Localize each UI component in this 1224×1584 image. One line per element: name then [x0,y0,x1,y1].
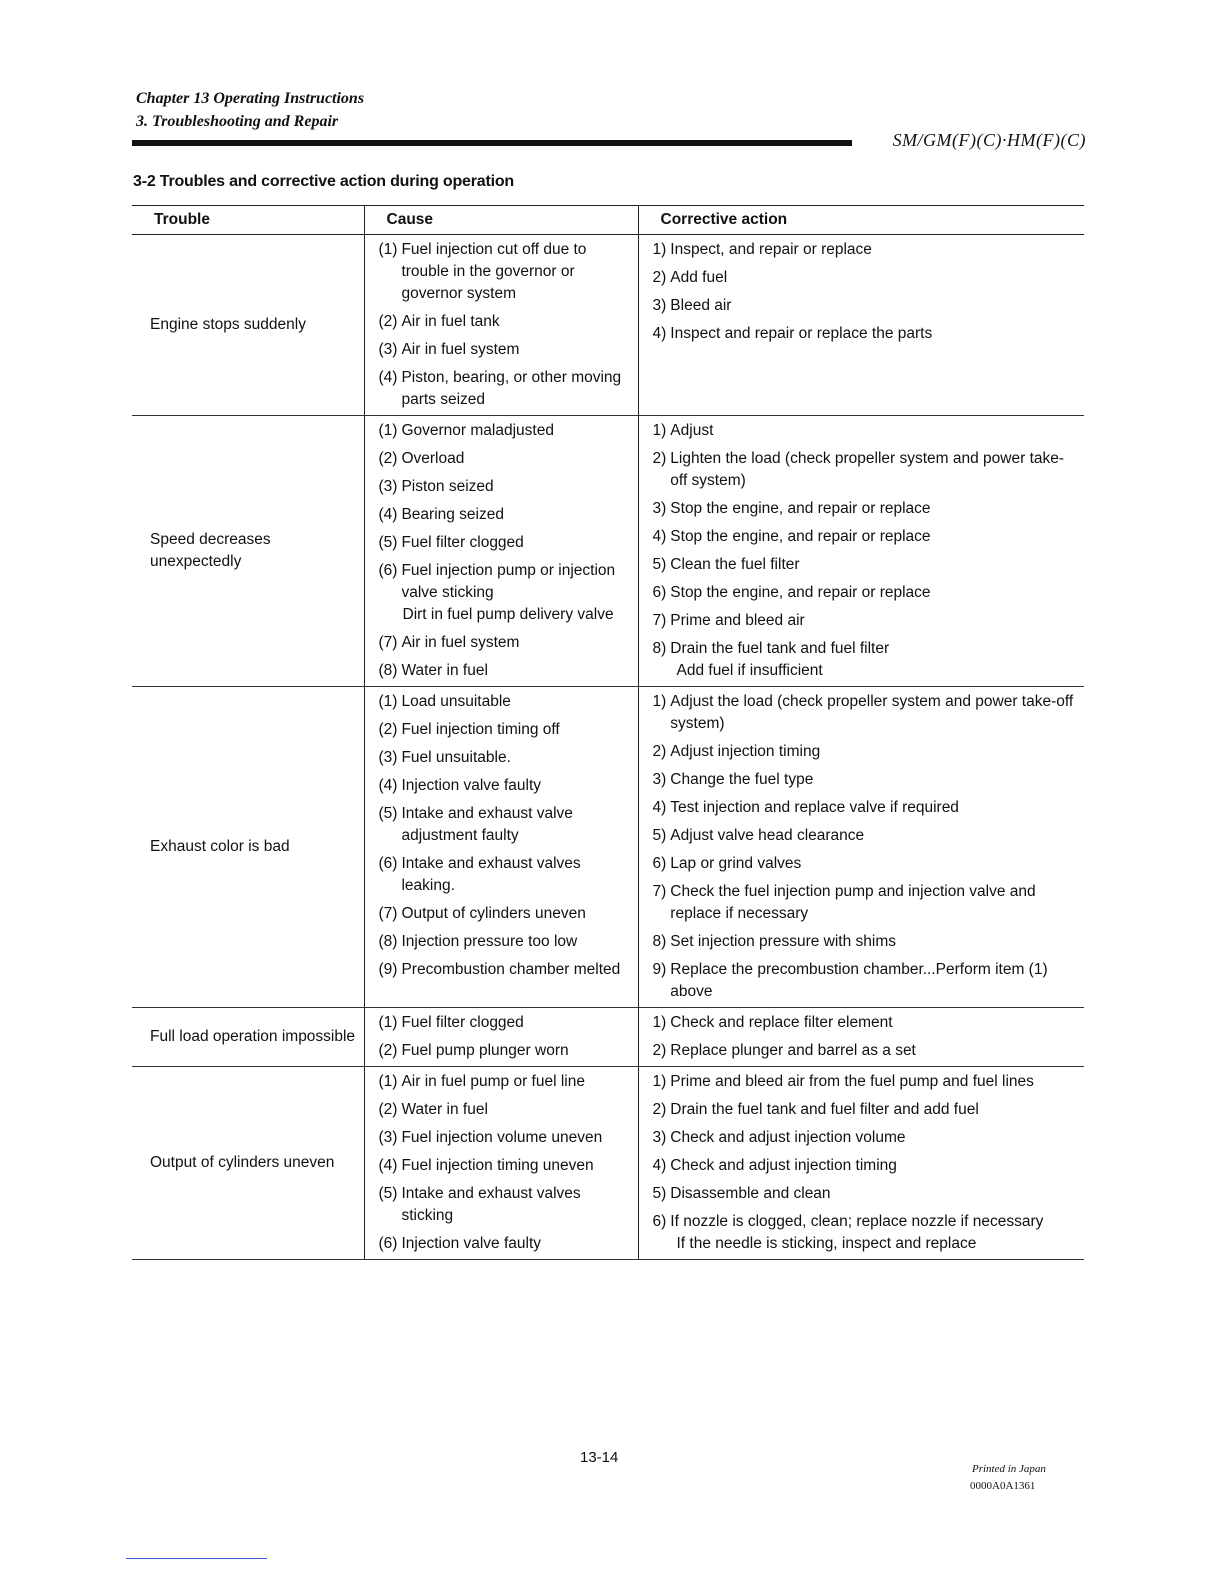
cause-item-number: (3) [378,478,398,495]
action-item [653,1127,1079,1149]
cause-item-number: (2) [378,1101,398,1118]
action-item [653,825,1079,847]
cause-item-text: Air in fuel tank [401,313,500,330]
cause-item-number: (5) [378,534,398,551]
cause-item [379,1099,632,1121]
section-heading: 3-2 Troubles and corrective action during operation [133,173,514,190]
action-item [653,239,1079,261]
action-item [653,741,1079,763]
cause-item [379,719,632,741]
action-item-text: Test injection and replace valve if required [670,799,959,816]
action-cell [638,1067,1084,1260]
action-item-text: Stop the engine, and repair or replace [670,528,931,545]
action-item-number: 2) [652,1101,667,1118]
action-item-number: 2) [652,450,667,467]
action-cell [638,1008,1084,1067]
cause-item-text: Air in fuel pump or fuel line [401,1073,585,1090]
action-item [653,1155,1079,1177]
action-item [653,853,1079,875]
trouble-cell: Speed decreases unexpectedly [132,416,364,687]
cause-item [379,747,632,769]
cause-item-text: Load unsuitable [401,693,511,710]
action-item-number: 6) [652,855,667,872]
cause-item [379,239,632,305]
trouble-cell: Engine stops suddenly [132,235,364,416]
cause-item-text: Air in fuel system [401,341,520,358]
cause-item [379,803,632,847]
action-item-number: 5) [652,1185,667,1202]
cause-item-text: Output of cylinders uneven [401,905,586,922]
action-item-number: 3) [652,500,667,517]
action-item-number: 4) [652,528,667,545]
cause-item [379,1155,632,1177]
action-item [653,526,1079,548]
cause-item [379,775,632,797]
action-item [653,1183,1079,1205]
trouble-cell: Full load operation impossible [132,1008,364,1067]
action-item [653,554,1079,576]
cause-cell [364,1008,638,1067]
cause-item-number: (9) [378,961,398,978]
cause-item-number: (7) [378,634,398,651]
trouble-cell: Exhaust color is bad [132,687,364,1008]
section-subtitle: 3. Troubleshooting and Repair [136,113,339,130]
cause-item-number: (8) [378,662,398,679]
cause-item-text: Fuel pump plunger worn [401,1042,569,1059]
cause-item [379,903,632,925]
action-item [653,691,1079,735]
table-row [132,687,1084,1008]
action-item [653,881,1079,925]
chapter-title: Chapter 13 Operating Instructions [136,90,365,107]
cause-item-text: Fuel unsuitable. [401,749,511,766]
cause-item-text: Fuel injection timing off [401,721,560,738]
cause-item [379,1071,632,1093]
action-item-number: 3) [652,1129,667,1146]
cause-item-number: (6) [378,1235,398,1252]
cause-item-number: (7) [378,905,398,922]
action-item [653,1071,1079,1093]
table-row [132,1008,1084,1067]
action-item-text: Adjust valve head clearance [670,827,865,844]
trouble-cell: Output of cylinders uneven [132,1067,364,1260]
cause-item-number: (3) [378,341,398,358]
action-item-text: Check the fuel injection pump and injection valve and replace if necessary [670,883,1036,922]
table-row [132,235,1084,416]
cause-item-text: Injection valve faulty [401,1235,542,1252]
action-item [653,448,1079,492]
cause-item [379,1233,632,1255]
header-rule [132,140,852,146]
cause-item [379,1012,632,1034]
table-row [132,1067,1084,1260]
cause-item [379,1040,632,1062]
cause-item-number: (2) [378,721,398,738]
cause-item [379,311,632,333]
action-item-number: 7) [652,612,667,629]
cause-item-number: (1) [378,693,398,710]
header-corrective-action: Corrective action [638,206,1084,235]
action-item-number: 2) [652,1042,667,1059]
action-item [653,1012,1079,1034]
cause-cell [364,235,638,416]
action-item-extra: Add fuel if insufficient [676,662,823,679]
cause-item-text: Water in fuel [401,1101,488,1118]
action-item-number: 8) [652,933,667,950]
page-number: 13-14 [580,1449,619,1466]
cause-item-text: Water in fuel [401,662,488,679]
table-row [132,416,1084,687]
action-item-text: Replace plunger and barrel as a set [670,1042,916,1059]
footer-divider [126,1558,267,1559]
cause-item-number: (6) [378,855,398,872]
action-item-number: 3) [652,771,667,788]
cause-item [379,532,632,554]
cause-cell [364,416,638,687]
action-item [653,959,1079,1003]
action-item [653,1211,1079,1233]
cause-item [379,504,632,526]
document-id: 0000A0A1361 [970,1480,1036,1492]
cause-item-number: (4) [378,1157,398,1174]
action-item-text: Stop the engine, and repair or replace [670,500,931,517]
action-item-text: Check and adjust injection timing [670,1157,897,1174]
cause-item-text: Fuel injection pump or injection valve sticking [401,562,616,601]
action-item [653,610,1079,632]
action-item-text: Prime and bleed air from the fuel pump and fuel lines [670,1073,1034,1090]
action-item-number: 2) [652,269,667,286]
cause-item [379,448,632,470]
action-item-number: 1) [652,422,667,439]
troubleshooting-table [132,205,1084,1260]
action-item [653,931,1079,953]
cause-item [379,853,632,897]
action-item-text: Inspect, and repair or replace [670,241,872,258]
cause-item-number: (8) [378,933,398,950]
action-item-number: 7) [652,883,667,900]
cause-item-number: (5) [378,805,398,822]
cause-item [379,476,632,498]
cause-item-text: Governor maladjusted [401,422,554,439]
action-item-text: Adjust the load (check propeller system and power take-off system) [670,693,1074,732]
cause-item [379,931,632,953]
cause-item-text: Bearing seized [401,506,504,523]
cause-item-text: Fuel injection volume uneven [401,1129,603,1146]
action-item-number: 6) [652,1213,667,1230]
action-cell [638,687,1084,1008]
cause-item-text: Air in fuel system [401,634,520,651]
cause-item-number: (1) [378,1014,398,1031]
table-header-row [132,206,1084,235]
action-item-text: Lap or grind valves [670,855,802,872]
action-item [653,769,1079,791]
action-item-number: 3) [652,297,667,314]
action-item [653,797,1079,819]
action-item-text: Adjust [670,422,714,439]
action-item-text: Replace the precombustion chamber...Perform item (1) above [670,961,1048,1000]
action-item [653,267,1079,289]
action-item-text: Check and adjust injection volume [670,1129,906,1146]
action-item-text: Lighten the load (check propeller system and power take-off system) [670,450,1065,489]
action-cell [638,416,1084,687]
cause-item-text: Fuel filter clogged [401,534,524,551]
action-item-text: Clean the fuel filter [670,556,800,573]
cause-item-number: (4) [378,506,398,523]
cause-item-number: (1) [378,241,398,258]
cause-item-text: Fuel filter clogged [401,1014,524,1031]
action-item-text: Drain the fuel tank and fuel filter [670,640,890,657]
action-item-extra: If the needle is sticking, inspect and replace [676,1235,977,1252]
table-body [132,235,1084,1260]
action-item-text: Add fuel [670,269,728,286]
cause-item-extra: Dirt in fuel pump delivery valve [402,606,614,623]
printed-note: Printed in Japan [972,1463,1046,1475]
action-item-number: 1) [652,241,667,258]
cause-item [379,1183,632,1227]
cause-item-text: Fuel injection cut off due to trouble in the governor or governor system [401,241,587,302]
cause-item-number: (2) [378,1042,398,1059]
cause-cell [364,687,638,1008]
cause-item [379,660,632,682]
cause-item-number: (1) [378,1073,398,1090]
cause-item-text: Piston, bearing, or other moving parts seized [401,369,622,408]
action-item-number: 2) [652,743,667,760]
cause-item [379,1127,632,1149]
action-item-text: Inspect and repair or replace the parts [670,325,933,342]
cause-item-number: (2) [378,313,398,330]
action-item-text: Drain the fuel tank and fuel filter and add fuel [670,1101,979,1118]
action-item-number: 1) [652,1014,667,1031]
action-item [653,498,1079,520]
cause-item-text: Injection valve faulty [401,777,542,794]
action-item-text: Check and replace filter element [670,1014,893,1031]
action-item-number: 1) [652,1073,667,1090]
action-item-text: If nozzle is clogged, clean; replace nozzle if necessary [670,1213,1044,1230]
cause-item [379,691,632,713]
action-item-number: 9) [652,961,667,978]
action-item-number: 6) [652,584,667,601]
action-item [653,1099,1079,1121]
cause-item-text: Intake and exhaust valves leaking. [401,855,581,894]
cause-cell [364,1067,638,1260]
action-item-number: 4) [652,799,667,816]
cause-item-text: Intake and exhaust valves sticking [401,1185,581,1224]
action-item [653,582,1079,604]
action-item-number: 8) [652,640,667,657]
action-item [653,420,1079,442]
action-item-text: Stop the engine, and repair or replace [670,584,931,601]
cause-item-number: (1) [378,422,398,439]
cause-item [379,339,632,361]
action-item-text: Disassemble and clean [670,1185,831,1202]
cause-item-text: Intake and exhaust valve adjustment faulty [401,805,573,844]
cause-item-number: (4) [378,369,398,386]
action-item-text: Change the fuel type [670,771,814,788]
cause-item [379,367,632,411]
action-item-text: Adjust injection timing [670,743,821,760]
header-cause: Cause [364,206,638,235]
cause-item [379,560,632,604]
cause-item-number: (3) [378,1129,398,1146]
header-trouble: Trouble [132,206,364,235]
cause-item [379,959,632,981]
action-item [653,1040,1079,1062]
cause-item-number: (3) [378,749,398,766]
cause-item-text: Overload [401,450,465,467]
cause-item-text: Injection pressure too low [401,933,578,950]
action-item [653,295,1079,317]
cause-item-number: (4) [378,777,398,794]
cause-item [379,632,632,654]
action-item-text: Set injection pressure with shims [670,933,897,950]
cause-item-number: (2) [378,450,398,467]
cause-item-number: (6) [378,562,398,579]
action-item-text: Bleed air [670,297,732,314]
action-item-text: Prime and bleed air [670,612,805,629]
cause-item-number: (5) [378,1185,398,1202]
action-item [653,323,1079,345]
action-cell [638,235,1084,416]
action-item-number: 5) [652,556,667,573]
action-item [653,638,1079,660]
action-item-number: 4) [652,1157,667,1174]
cause-item-text: Precombustion chamber melted [401,961,621,978]
troubleshooting-table-container [132,205,1084,1260]
cause-item-text: Fuel injection timing uneven [401,1157,594,1174]
action-item-number: 5) [652,827,667,844]
cause-item [379,420,632,442]
action-item-number: 1) [652,693,667,710]
cause-item-text: Piston seized [401,478,494,495]
action-item-number: 4) [652,325,667,342]
model-label: SM/GM(F)(C)·HM(F)(C) [892,130,1086,150]
